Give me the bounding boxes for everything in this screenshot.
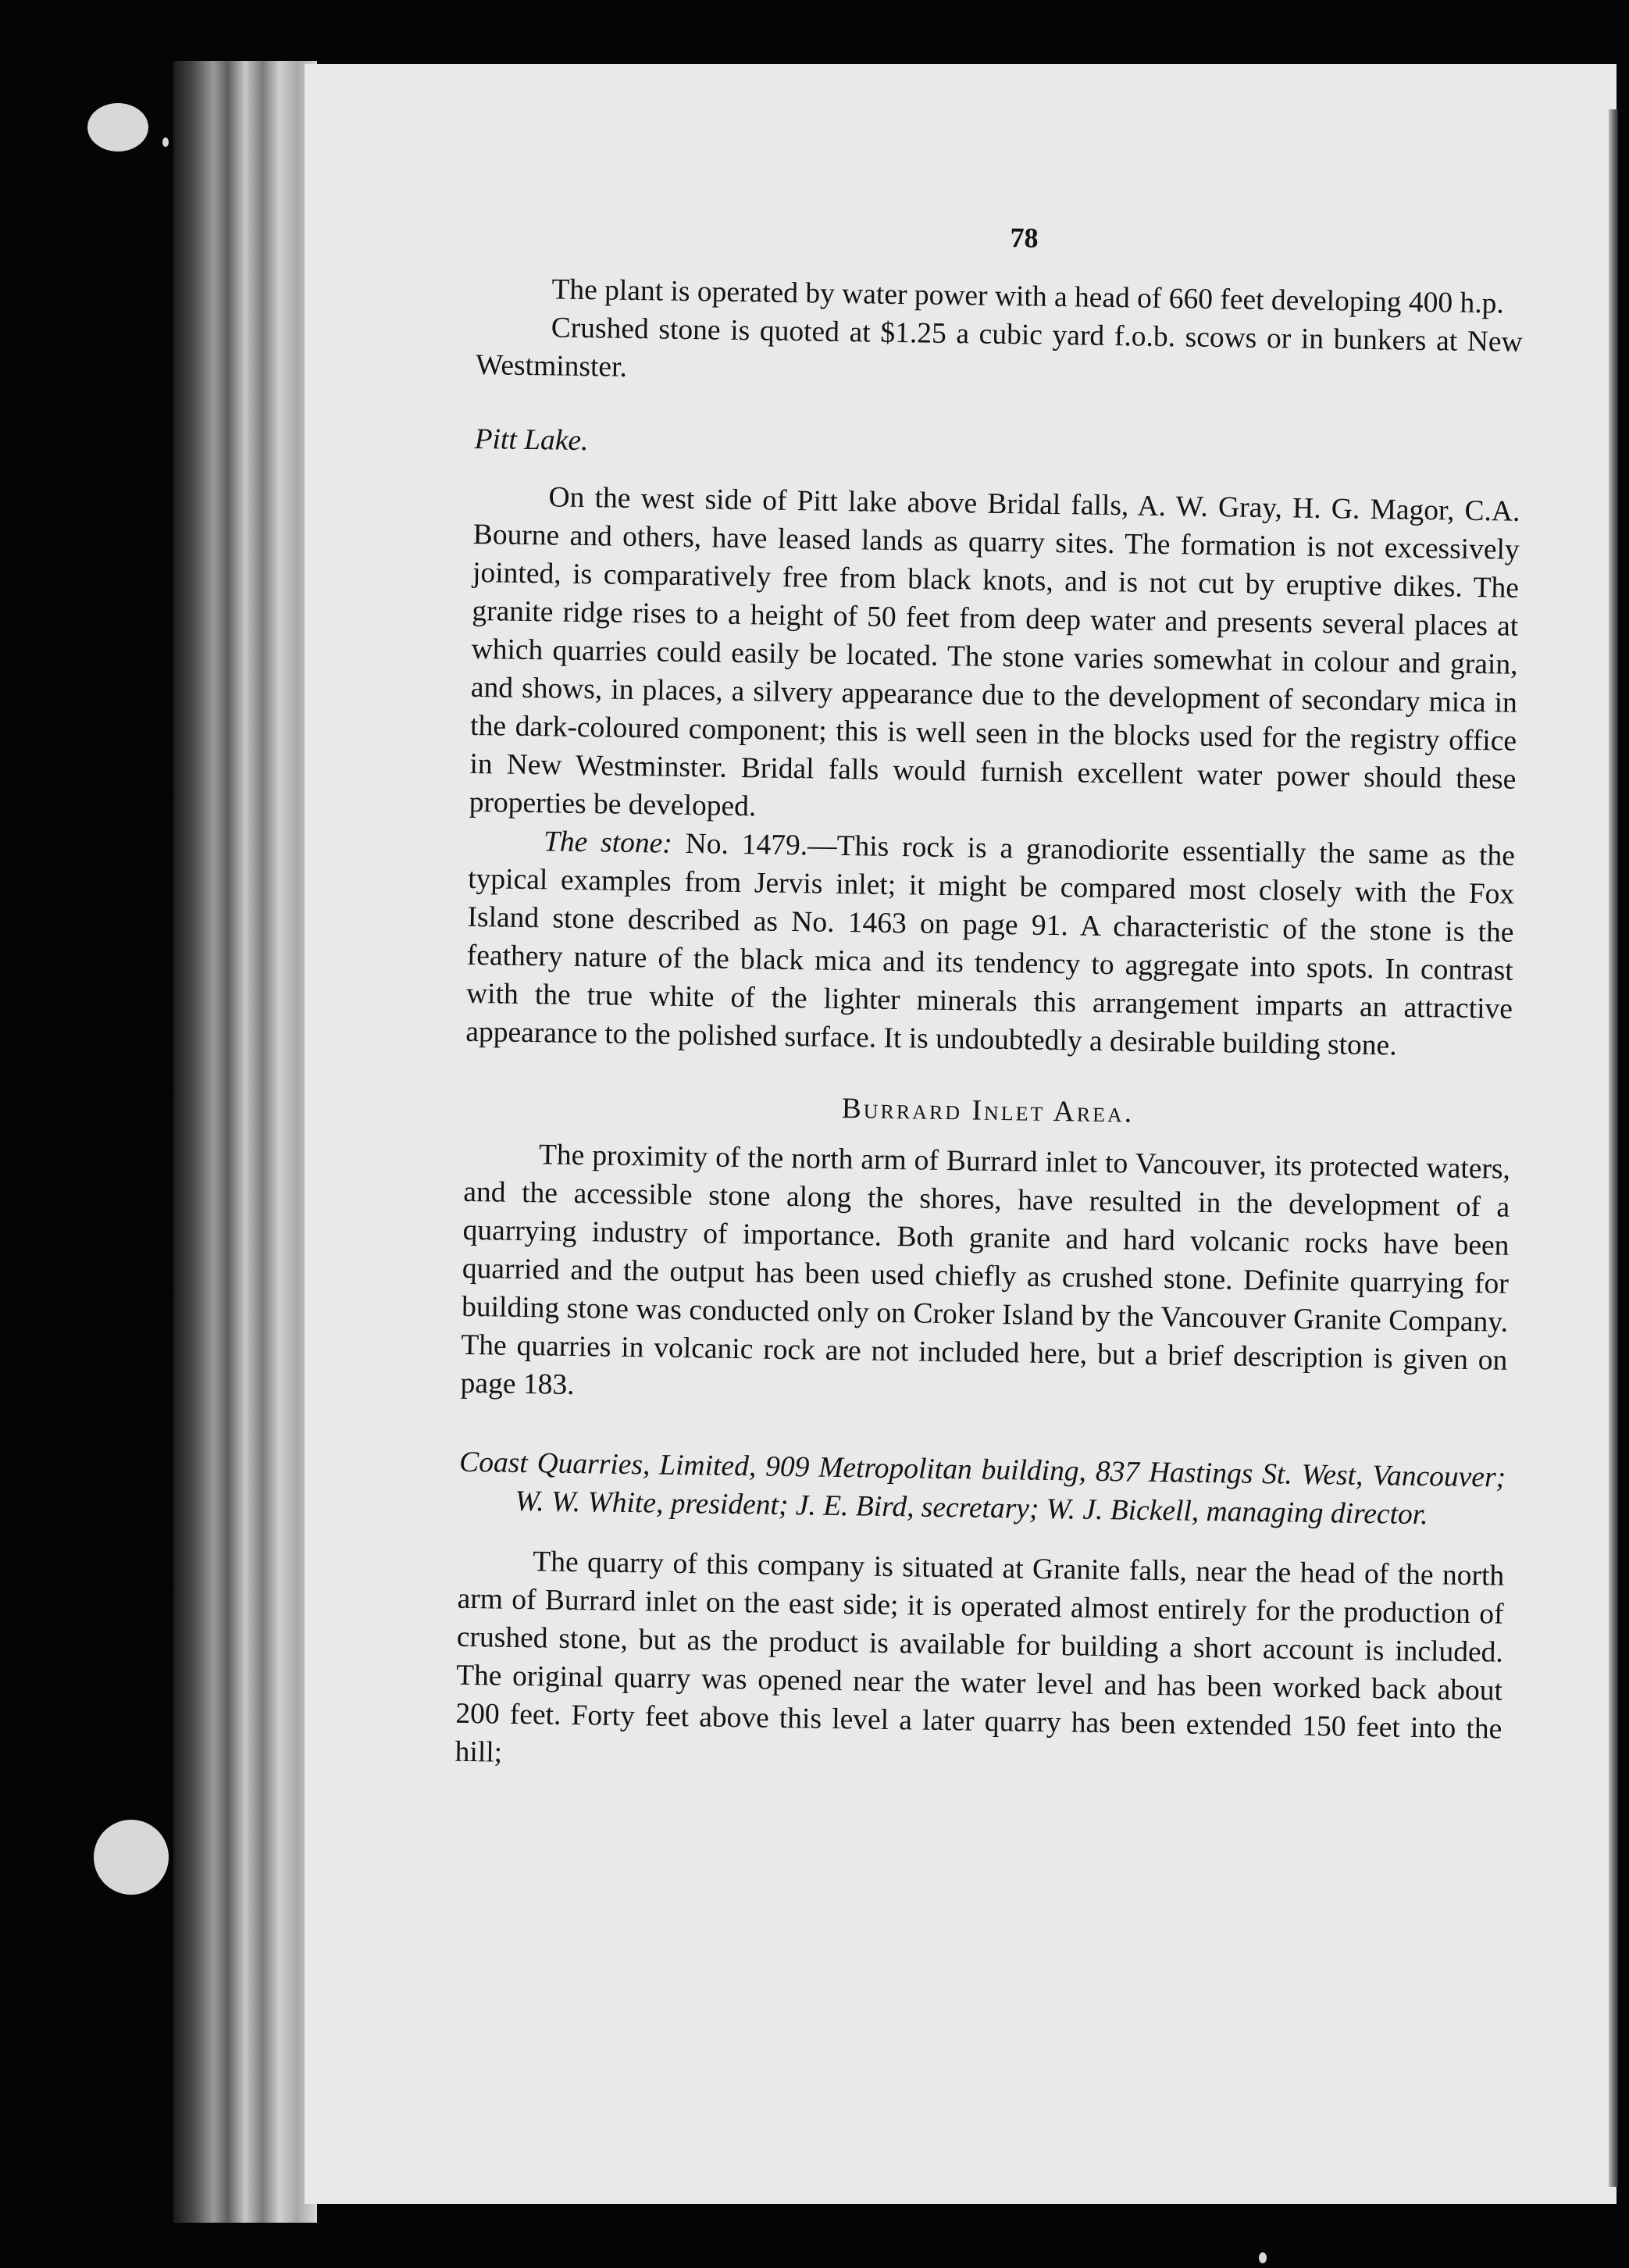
dust-speck: [94, 1820, 169, 1895]
pitt-lake-paragraph: On the west side of Pitt lake above Bridal falls, A. W. Gray, H. G. Magor, C.A. Bourne and others, have leased lands as quarry sites. The formation is not excessively jointed, is comparatively free from black knots, and is not cut by eruptive dikes. The granite ridge rises to a height of 50 feet from deep water and presents several places at which quarries could easily be located. The stone varies somewhat in colour and grain, and shows, in places, a silvery appearance due to the development of secondary mica in the dark-coloured component; this is well seen in the blocks used for the registry office in New Westminster. Bridal falls would furnish excellent water power should these properties be developed.: [469, 481, 1520, 823]
burrard-inlet-heading: Burrard Inlet Area.: [841, 1093, 1135, 1129]
pitt-lake-heading: Pitt Lake.: [474, 423, 589, 458]
dust-speck: [87, 103, 148, 152]
plant-paragraph: The plant is operated by water power with a head of 660 feet developing 400 h.p.: [551, 273, 1505, 320]
stone-label: The stone:: [543, 826, 673, 860]
crushed-stone-paragraph: Crushed stone is quoted at $1.25 a cubic yard f.o.b. scows or in bunkers at New Westminster.: [475, 312, 1523, 383]
burrard-inlet-paragraph: The proximity of the north arm of Burrard inlet to Vancouver, its protected waters, and the accessible stone along the shores, have resulted in the development of a quarrying industry of importance. Both granite and hard volcanic rocks have been quarried and the output has been used chiefly as crushed stone. Definite quarrying for building stone was conducted only on Croker Island by the Vancouver Granite Company. The quarries in volcanic rock are not included here, but a brief description is given on page 183.: [460, 1139, 1511, 1401]
dust-speck: [1259, 2252, 1267, 2263]
page-binding-edge: [173, 61, 317, 2223]
coast-quarries-paragraph: The quarry of this company is situated at Granite falls, near the head of the north arm of Burrard inlet on the east side; it is operated almost entirely for the production of crushed stone, but as the product is available for building a short account is included. The original quarry was opened near the water level and has been worked back about 200 feet. Forty feet above this level a later quarry has been extended 150 feet into the hill;: [454, 1546, 1505, 1769]
coast-quarries-heading: Coast Quarries, Limited, 909 Metropolitan building, 837 Hastings St. West, Vancouver; W. W. White, president; J. E. Bird, secretary; W. J. Bickell, managing director.: [458, 1446, 1506, 1532]
dust-speck: [162, 137, 169, 147]
page-right-edge: [1609, 109, 1618, 2187]
stone-description-paragraph: [465, 822, 1515, 1067]
page-text: [454, 211, 1524, 1787]
page-number: 78: [1010, 222, 1039, 254]
stone-text: No. 1479.—This rock is a granodiorite essentially the same as the typical examples from Jervis inlet; it might be compared most closely with the Fox Island stone described as No. 1463 on page 91. A characteristic of the stone is the feathery nature of the black mica and its tendency to aggregate into spots. In contrast with the true white of the lighter minerals this arrangement imparts an attractive appearance to the polished surface. It is undoubtedly a desirable building stone.: [465, 828, 1516, 1062]
